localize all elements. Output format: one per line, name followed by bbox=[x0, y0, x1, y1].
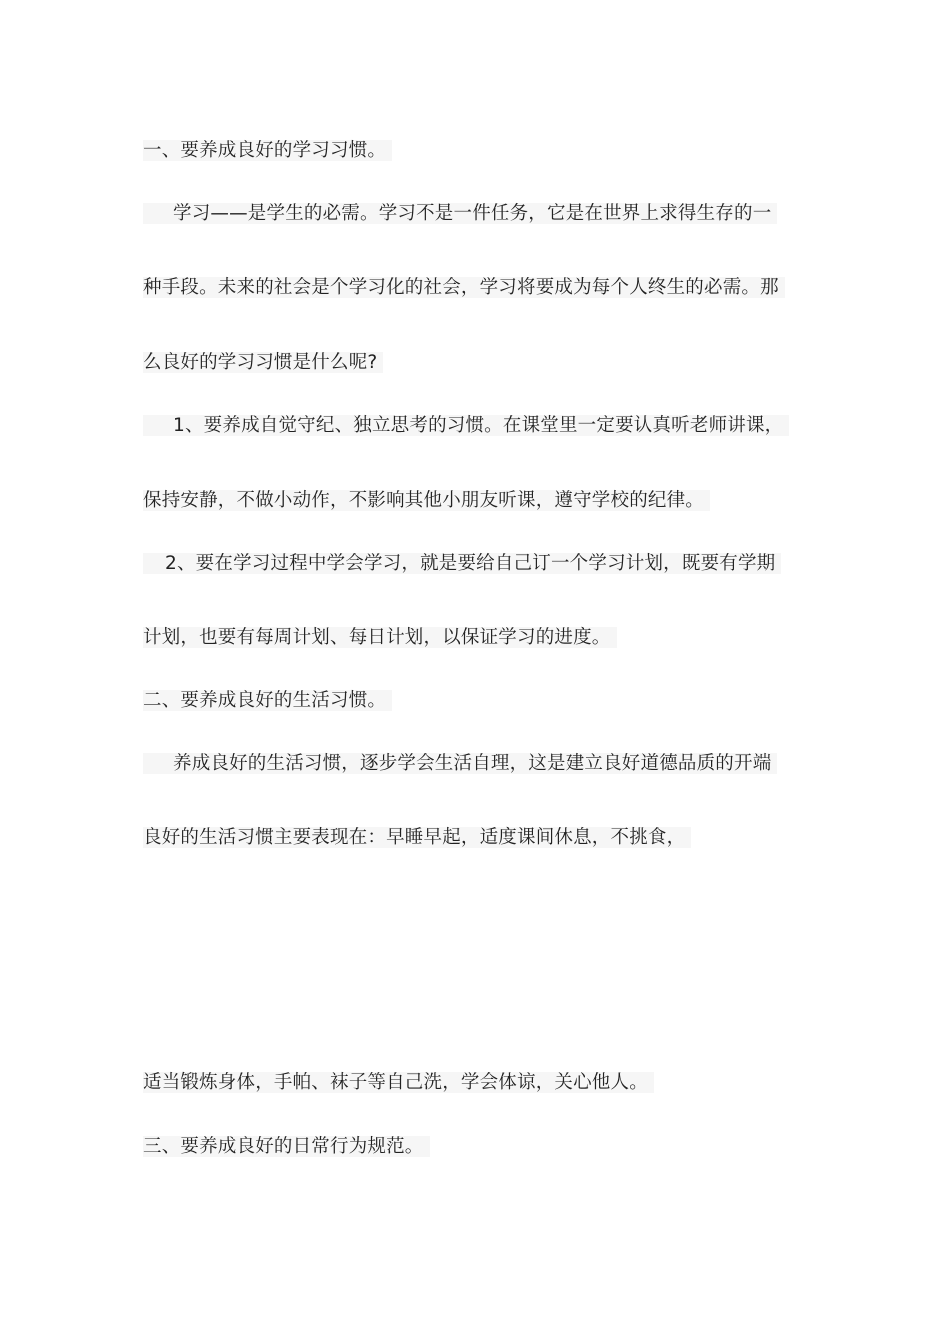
section-heading-1: 一、要养成良好的学习习惯。 bbox=[143, 138, 392, 164]
paragraph-2-line-3: 适当锻炼身体，手帕、袜子等自己洗，学会体谅，关心他人。 bbox=[143, 1070, 654, 1096]
list-item-2-line-1: 2、要在学习过程中学会学习，就是要给自己订一个学习计划，既要有学期 bbox=[143, 551, 781, 577]
paragraph-1-line-2: 种手段。未来的社会是个学习化的社会，学习将要成为每个人终生的必需。那 bbox=[143, 275, 785, 301]
paragraph-1-line-1: 学习——是学生的必需。学习不是一件任务，它是在世界上求得生存的一 bbox=[143, 201, 777, 227]
list-item-1-line-2: 保持安静，不做小动作，不影响其他小朋友听课，遵守学校的纪律。 bbox=[143, 488, 710, 514]
section-heading-2: 二、要养成良好的生活习惯。 bbox=[143, 688, 392, 714]
list-item-1-line-1: 1、要养成自觉守纪、独立思考的习惯。在课堂里一定要认真听老师讲课， bbox=[143, 413, 789, 439]
paragraph-1-line-3: 么良好的学习习惯是什么呢? bbox=[143, 350, 383, 376]
list-item-2-line-2: 计划，也要有每周计划、每日计划，以保证学习的进度。 bbox=[143, 625, 617, 651]
paragraph-2-line-1: 养成良好的生活习惯，逐步学会生活自理，这是建立良好道德品质的开端 bbox=[143, 751, 777, 777]
section-heading-3: 三、要养成良好的日常行为规范。 bbox=[143, 1134, 430, 1160]
paragraph-2-line-2: 良好的生活习惯主要表现在：早睡早起，适度课间休息，不挑食， bbox=[143, 825, 691, 851]
